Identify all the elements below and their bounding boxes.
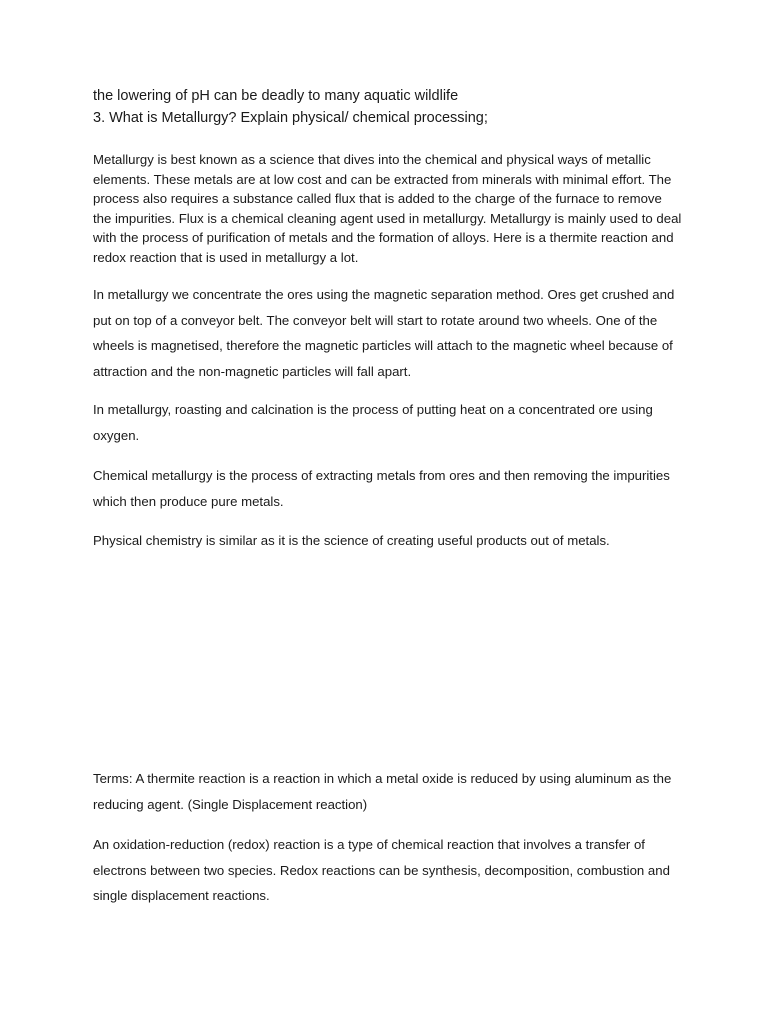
paragraph-redox-term: An oxidation-reduction (redox) reaction is a type of chemical reaction that involves a transfer of electrons between two species. Redox reactions can be synthesis, decomposition, combustion and single displacement reactions.: [93, 837, 670, 904]
paragraph-chemical-metallurgy: Chemical metallurgy is the process of extracting metals from ores and then removing the impurities which then produce pure metals.: [93, 468, 670, 509]
paragraph-magnetic-separation: In metallurgy we concentrate the ores using the magnetic separation method. Ores get crushed and put on top of a conveyor belt. The conveyor belt will start to rotate around two wheels. One of the wheels is magnetised, therefore the magnetic particles will attach to the magnetic wheel because of attraction and the non-magnetic particles will fall apart.: [93, 287, 675, 379]
intro-line: the lowering of pH can be deadly to many aquatic wildlife: [93, 88, 459, 104]
paragraph-physical-chemistry: Physical chemistry is similar as it is the science of creating useful products out of metals.: [93, 533, 610, 548]
paragraph-thermite-term: Terms: A thermite reaction is a reaction in which a metal oxide is reduced by using aluminum as the reducing agent. (Single Displacement reaction): [93, 771, 672, 812]
question-heading: 3. What is Metallurgy? Explain physical/ chemical processing;: [93, 110, 488, 126]
paragraph-metallurgy-definition: Metallurgy is best known as a science that dives into the chemical and physical ways of metallic elements. These metals are at low cost and can be extracted from minerals with minimal effort. The process also requires a substance called flux that is added to the charge of the furnace to remove the impurities. Flux is a chemical cleaning agent used in metallurgy. Metallurgy is mainly used to deal with the process of purification of metals and the formation of alloys. Here is a thermite reaction and redox reaction that is used in metallurgy a lot.: [93, 152, 682, 265]
paragraph-roasting-calcination: In metallurgy, roasting and calcination is the process of putting heat on a concentrated ore using oxygen.: [93, 402, 653, 443]
